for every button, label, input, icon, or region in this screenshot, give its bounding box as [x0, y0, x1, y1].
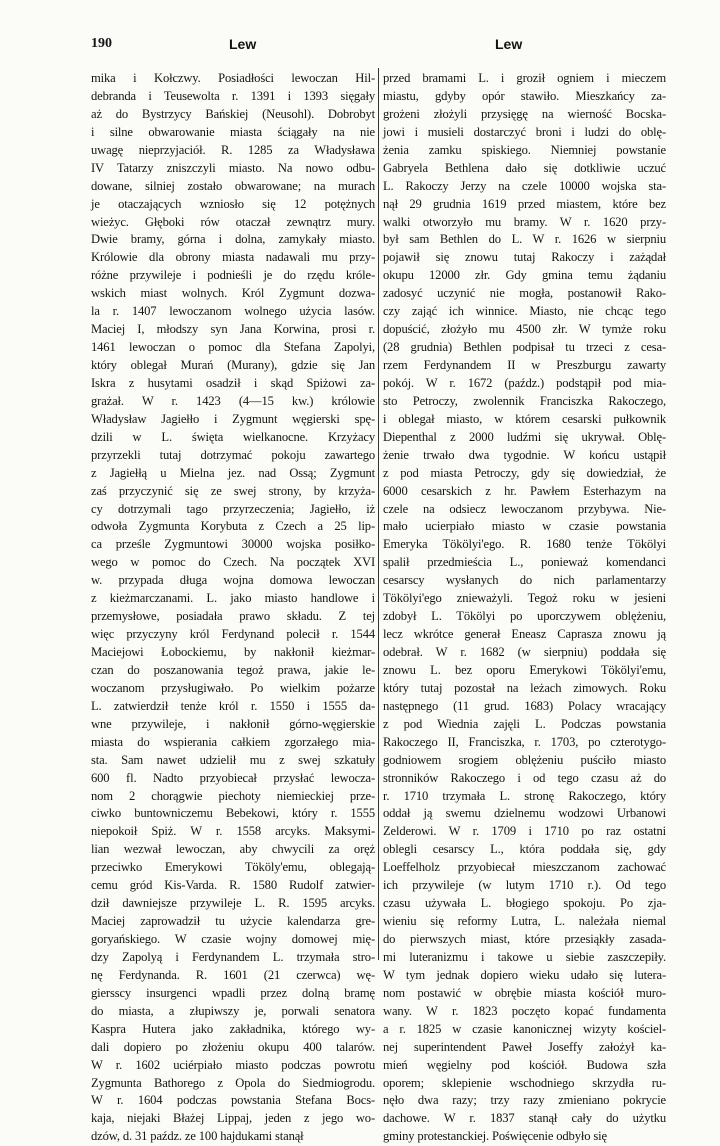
- text-line: oddał ją swemu dzielnemu wodzowi Urbanowi: [383, 806, 666, 821]
- text-line: miastu, gdyby opór stawiło. Mieszkańcy za-: [383, 88, 666, 103]
- text-line: godniowem srogiem oblężeniu puściło miasto: [383, 752, 666, 767]
- text-line: wego w pomoc do Czech. Na początek XVI: [91, 555, 375, 570]
- text-line: był sam Bethlen do L. W r. 1626 w sierpniu: [383, 232, 666, 247]
- text-line: je otaczających wzniosło się 12 potężnych: [91, 196, 375, 211]
- text-line: grażał. W r. 1423 (4—15 kw.) królowie: [91, 393, 375, 408]
- text-line: odwoła Zygmunta Korybuta z Czech a 25 lip-: [91, 519, 375, 534]
- text-line: Diepenthal z 2000 ludźmi się ukrywał. Oblę-: [383, 429, 666, 444]
- text-line: Zelderowi. W r. 1709 i 1710 po raz ostatni: [383, 824, 666, 839]
- text-line: 1461 lewoczan o pomoc dla Stefana Zapolyi,: [91, 340, 375, 355]
- text-line: zaś przyczynić się ze swej strony, by krzyża-: [91, 483, 375, 498]
- page-number: 190: [91, 36, 112, 51]
- text-line: (28 grudnia) Bethlen podpisał tu trzeci z cesa-: [383, 340, 666, 355]
- text-line: Maciej zaprowadził tu użycie kalendarza gre-: [91, 914, 375, 929]
- text-line: czan do poszanowania tegoż prawa, jakie le-: [91, 662, 375, 677]
- text-line: Loeffelholz przyobiecał mieszczanom zachować: [383, 860, 666, 875]
- text-line: L. Rakoczy Jerzy na czele 10000 wojska sta-: [383, 178, 666, 193]
- text-line: IV Tatarzy zniszczyli miasto. Na nowo odbu-: [91, 160, 375, 175]
- text-line: do miasta, a złupiwszy je, porwali senatora: [91, 1003, 375, 1018]
- text-line: nom postawić w obrębie miasta kościół muro-: [383, 985, 666, 1000]
- text-line: mika i Kołczwy. Posiadłości lewoczan Hil-: [91, 71, 375, 85]
- text-line: Dwie bramy, górna i dolna, zamykały miasto.: [91, 232, 375, 247]
- right-text-column: [383, 70, 666, 1144]
- text-line: wskich miast wolnych. Król Zygmunt dozwa-: [91, 286, 375, 301]
- text-line: odebrał. W r. 1682 (w sierpniu) poddała się: [383, 645, 666, 659]
- text-line: aż do Bystrzycy Bańskiej (Neusohl). Dobrobyt: [91, 106, 375, 121]
- text-line: dzów, d. 31 paźdz. ze 100 hajdukami stanął: [91, 1129, 304, 1144]
- running-title-right: Lew: [495, 36, 523, 52]
- text-line: gminy protestanckiej. Poświęcenie odbyło się: [383, 1129, 607, 1144]
- text-line: z Jagiełłą u Mielna jez. nad Ossą; Zygmunt: [91, 465, 375, 480]
- text-line: dzili w L. święta wielkanocne. Krzyżacy: [91, 429, 375, 444]
- text-line: zadosyć uczynić nie mogła, postanowił Rako-: [383, 286, 666, 301]
- column-divider: [378, 68, 379, 960]
- text-line: przed bramami L. i groził ogniem i mieczem: [383, 71, 666, 85]
- text-line: ca prześle Zygmuntowi 30000 wojska posiłko-: [91, 537, 375, 552]
- text-line: z kieżmarczanami. L. jako miasto handlowe i: [91, 591, 375, 606]
- page-header: [0, 36, 720, 58]
- text-line: różne przywileje i podnieśli je do rzędu króle-: [91, 268, 375, 283]
- running-title-left: Lew: [229, 36, 257, 52]
- text-line: nę Ferdynanda. R. 1601 (21 czerwca) wę-: [91, 967, 375, 982]
- text-line: W r. 1604 podczas powstania Stefana Bocs-: [91, 1093, 375, 1108]
- text-line: przemysłowe, posiadała prawo składu. Z tej: [91, 609, 375, 624]
- text-line: kaja, niejaki Błażej Lippaj, jeden z jego wo-: [91, 1111, 375, 1126]
- text-line: wany. W r. 1823 poczęto kopać fundamenta: [383, 1003, 666, 1018]
- text-line: Emeryka Tökölyi'ego. R. 1680 tenże Tökölyi: [383, 537, 666, 552]
- text-line: dzy Zapolyą i Ferdynandem L. trzymała stro-: [91, 949, 375, 964]
- text-line: Iskra z husytami osadził i skąd Spiżowi za-: [91, 375, 375, 390]
- text-line: dali dopiero po złożeniu okupu 400 talarów.: [91, 1039, 375, 1054]
- text-line: cesarscy wysłanych do nich parlamentarzy: [383, 573, 666, 588]
- text-line: który oblegał Murań (Murany), gdzie się Jan: [91, 358, 375, 372]
- text-line: goryańskiego. W czasie wojny domowej mię-: [91, 932, 375, 946]
- text-line: uwagę nieprzyjaciół. R. 1285 za Władysława: [91, 142, 375, 157]
- text-line: wne przywileje, i nakłonił górno-węgierskie: [91, 716, 375, 731]
- text-line: miasta do wspierania całkiem zgorzałego mia-: [91, 734, 375, 749]
- text-line: z pod Wiednia zajęli L. Podczas powstania: [383, 716, 666, 731]
- text-line: nął 29 grudnia 1619 przed miastem, które bez: [383, 196, 666, 211]
- text-line: sto Petroczy, zwolennik Franciszka Rakoczego,: [383, 393, 666, 408]
- text-line: r. 1710 trzymała L. stronę Rakoczego, który: [383, 788, 666, 803]
- text-line: zdobył L. Tökölyi po uporczywem oblężeniu,: [383, 609, 666, 624]
- text-line: Rakoczego II, Franciszka, r. 1703, po czterotygo-: [383, 734, 666, 749]
- text-line: W r. 1602 uciérpiało miasto podczas powrotu: [91, 1057, 375, 1072]
- text-line: wieżyc. Głęboki rów otaczał zewnątrz mury.: [91, 214, 375, 229]
- text-line: giersscy insurgenci wpadli przez dolną bramę: [91, 985, 375, 1000]
- text-line: mało ucierpiało miasto w czasie powstania: [383, 519, 666, 534]
- text-line: do pierwszych miast, które przesiąkły zasada-: [383, 932, 666, 946]
- text-line: la r. 1407 lewoczanom wolnego użycia lasów.: [91, 304, 375, 319]
- text-line: L. zatwierdził tenże król r. 1550 i 1555 da-: [91, 698, 375, 713]
- text-line: 6000 cesarskich z hr. Pawłem Esterhazym na: [383, 483, 666, 498]
- text-line: czele na odsiecz lewoczanom przybywa. Nie-: [383, 501, 666, 516]
- text-line: oporem; sklepienie wschodniego skrzydła ru-: [383, 1075, 666, 1090]
- text-line: Maciejowi Łobockiemu, by nakłonił kieżmar-: [91, 645, 375, 659]
- text-line: który tutaj pozostał na leżach zimowych. Roku: [383, 680, 666, 695]
- text-line: ich przywileje (w lutym 1710 r.). Od tego: [383, 878, 666, 893]
- text-line: z pod miasta Petroczy, gdy się dowiedział, że: [383, 465, 666, 480]
- text-line: w. przypada długa wojna domowa lewoczan: [91, 573, 375, 588]
- text-line: lian wezwał lewoczan, aby chwycili za oręż: [91, 842, 375, 857]
- text-line: dopuścić, złożyło mu 4500 złr. W tymże roku: [383, 322, 666, 337]
- left-text-column: [91, 70, 375, 1144]
- text-line: przyrzekli tutaj dotrzymać pokoju zawartego: [91, 447, 375, 462]
- text-line: cy dotrzymali tago przyrzeczenia; Jagiełło, iż: [91, 501, 375, 516]
- text-line: sta. Sam nawet udzielił mu z swej szkatuły: [91, 752, 375, 767]
- text-line: żenie trwało dwa tygodnie. W końcu ustąpił: [383, 447, 666, 462]
- text-line: nęło dwa razy; trzy razy zmieniano pokrycie: [383, 1093, 666, 1108]
- text-line: Gabryela Bethlena dało się dotkliwie uczuć: [383, 160, 666, 175]
- text-line: żenia zamku spiskiego. Niemniej powstanie: [383, 142, 666, 157]
- text-line: a r. 1825 w czasie kanonicznej wizyty kościel-: [383, 1021, 666, 1036]
- text-line: oblegli cesarscy L., która poddała się, gdy: [383, 842, 666, 857]
- text-line: Kaspra Hutera jako zakładnika, którego wy-: [91, 1021, 375, 1036]
- text-line: lecz wkrótce generał Eneasz Caprasza znowu ją: [383, 627, 666, 642]
- text-line: cemu gród Kis-Varda. R. 1580 Rudolf zatwier-: [91, 878, 375, 893]
- text-line: ciwko buntowniczemu Bebekowi, który r. 1555: [91, 806, 375, 821]
- text-line: rzem Ferdynandem II w Preszburgu zawarty: [383, 358, 666, 372]
- text-line: dził dawniejsze przywileje L. R. 1595 arcyks.: [91, 896, 375, 911]
- text-line: okupu 12000 złr. Gdy gmina temu żądaniu: [383, 268, 666, 283]
- text-line: nej superintendent Paweł Joseffy założył ka-: [383, 1039, 666, 1054]
- text-line: dachowe. W r. 1837 stanął cały do użytku: [383, 1111, 666, 1126]
- text-line: następnego (11 grud. 1683) Polacy wracający: [383, 698, 666, 713]
- text-line: spalił przedmieścia L., ponieważ komendanci: [383, 555, 666, 570]
- text-line: więc przyczyny król Ferdynand polecił r. 1544: [91, 627, 375, 642]
- text-line: czasu używała L. błogiego spokoju. Po zja-: [383, 896, 666, 911]
- text-line: Władysław Jagiełło i Zygmunt węgierski spę-: [91, 411, 375, 426]
- text-line: znowu L. bez oporu Emerykowi Tökölyi'emu,: [383, 662, 666, 677]
- text-line: i oblegał miasto, w którem cesarski pułkownik: [383, 411, 666, 426]
- text-line: walki otworzyło mu bramy. W r. 1620 przy-: [383, 214, 666, 229]
- text-line: Zygmunta Bathorego z Opola do Siedmiogrodu.: [91, 1075, 375, 1090]
- text-line: pojawił się znowu tutaj Rakoczy i zażądał: [383, 250, 666, 265]
- text-line: grożeni złożyli przysięgę na wierność Bocska-: [383, 106, 666, 121]
- text-line: 600 fl. Nadto przyobiecał przysłać lewocza-: [91, 770, 375, 785]
- text-line: niepokoił Spiż. W r. 1558 arcyks. Maksymi-: [91, 824, 375, 839]
- text-line: Królowie dla obrony miasta nadawali mu przy-: [91, 250, 375, 265]
- text-line: Tökölyi'ego znieważyli. Tegoż roku w jesieni: [383, 591, 666, 606]
- text-line: jowi i musieli dostarczyć broni i ludzi do oblę-: [383, 124, 666, 139]
- text-line: stronników Rakoczego i od tego czasu aż do: [383, 770, 666, 785]
- text-line: pokój. W r. 1672 (paźdz.) podstąpił pod mia-: [383, 375, 666, 390]
- text-line: przeciwko Emerykowi Tököly'emu, oblegają-: [91, 860, 375, 875]
- text-line: i silne obwarowanie miasta ściągały na nie: [91, 124, 375, 139]
- text-line: Maciej I, młodszy syn Jana Korwina, prosi r.: [91, 322, 375, 337]
- text-line: dowane, silniej zostało obwarowane; na murach: [91, 178, 375, 193]
- text-line: wieniu się reformy Lutra, L. należała niemal: [383, 914, 666, 929]
- text-line: nom 2 chorągwie piechoty niemieckiej prze-: [91, 788, 375, 803]
- text-line: mi luteranizmu i takowe u siebie zaszczepiły.: [383, 949, 666, 964]
- text-line: W tym jednak dopiero wieku udało się lutera-: [383, 967, 666, 982]
- text-line: mień węgielny pod kościół. Budowa szła: [383, 1057, 666, 1072]
- text-line: debranda i Teusewolta r. 1391 i 1393 sięgały: [91, 88, 375, 103]
- text-line: woczanom przysługiwało. Po wielkim pożarze: [91, 680, 375, 695]
- text-line: czy zająć ich winnice. Miasto, nie chcąc tego: [383, 304, 666, 319]
